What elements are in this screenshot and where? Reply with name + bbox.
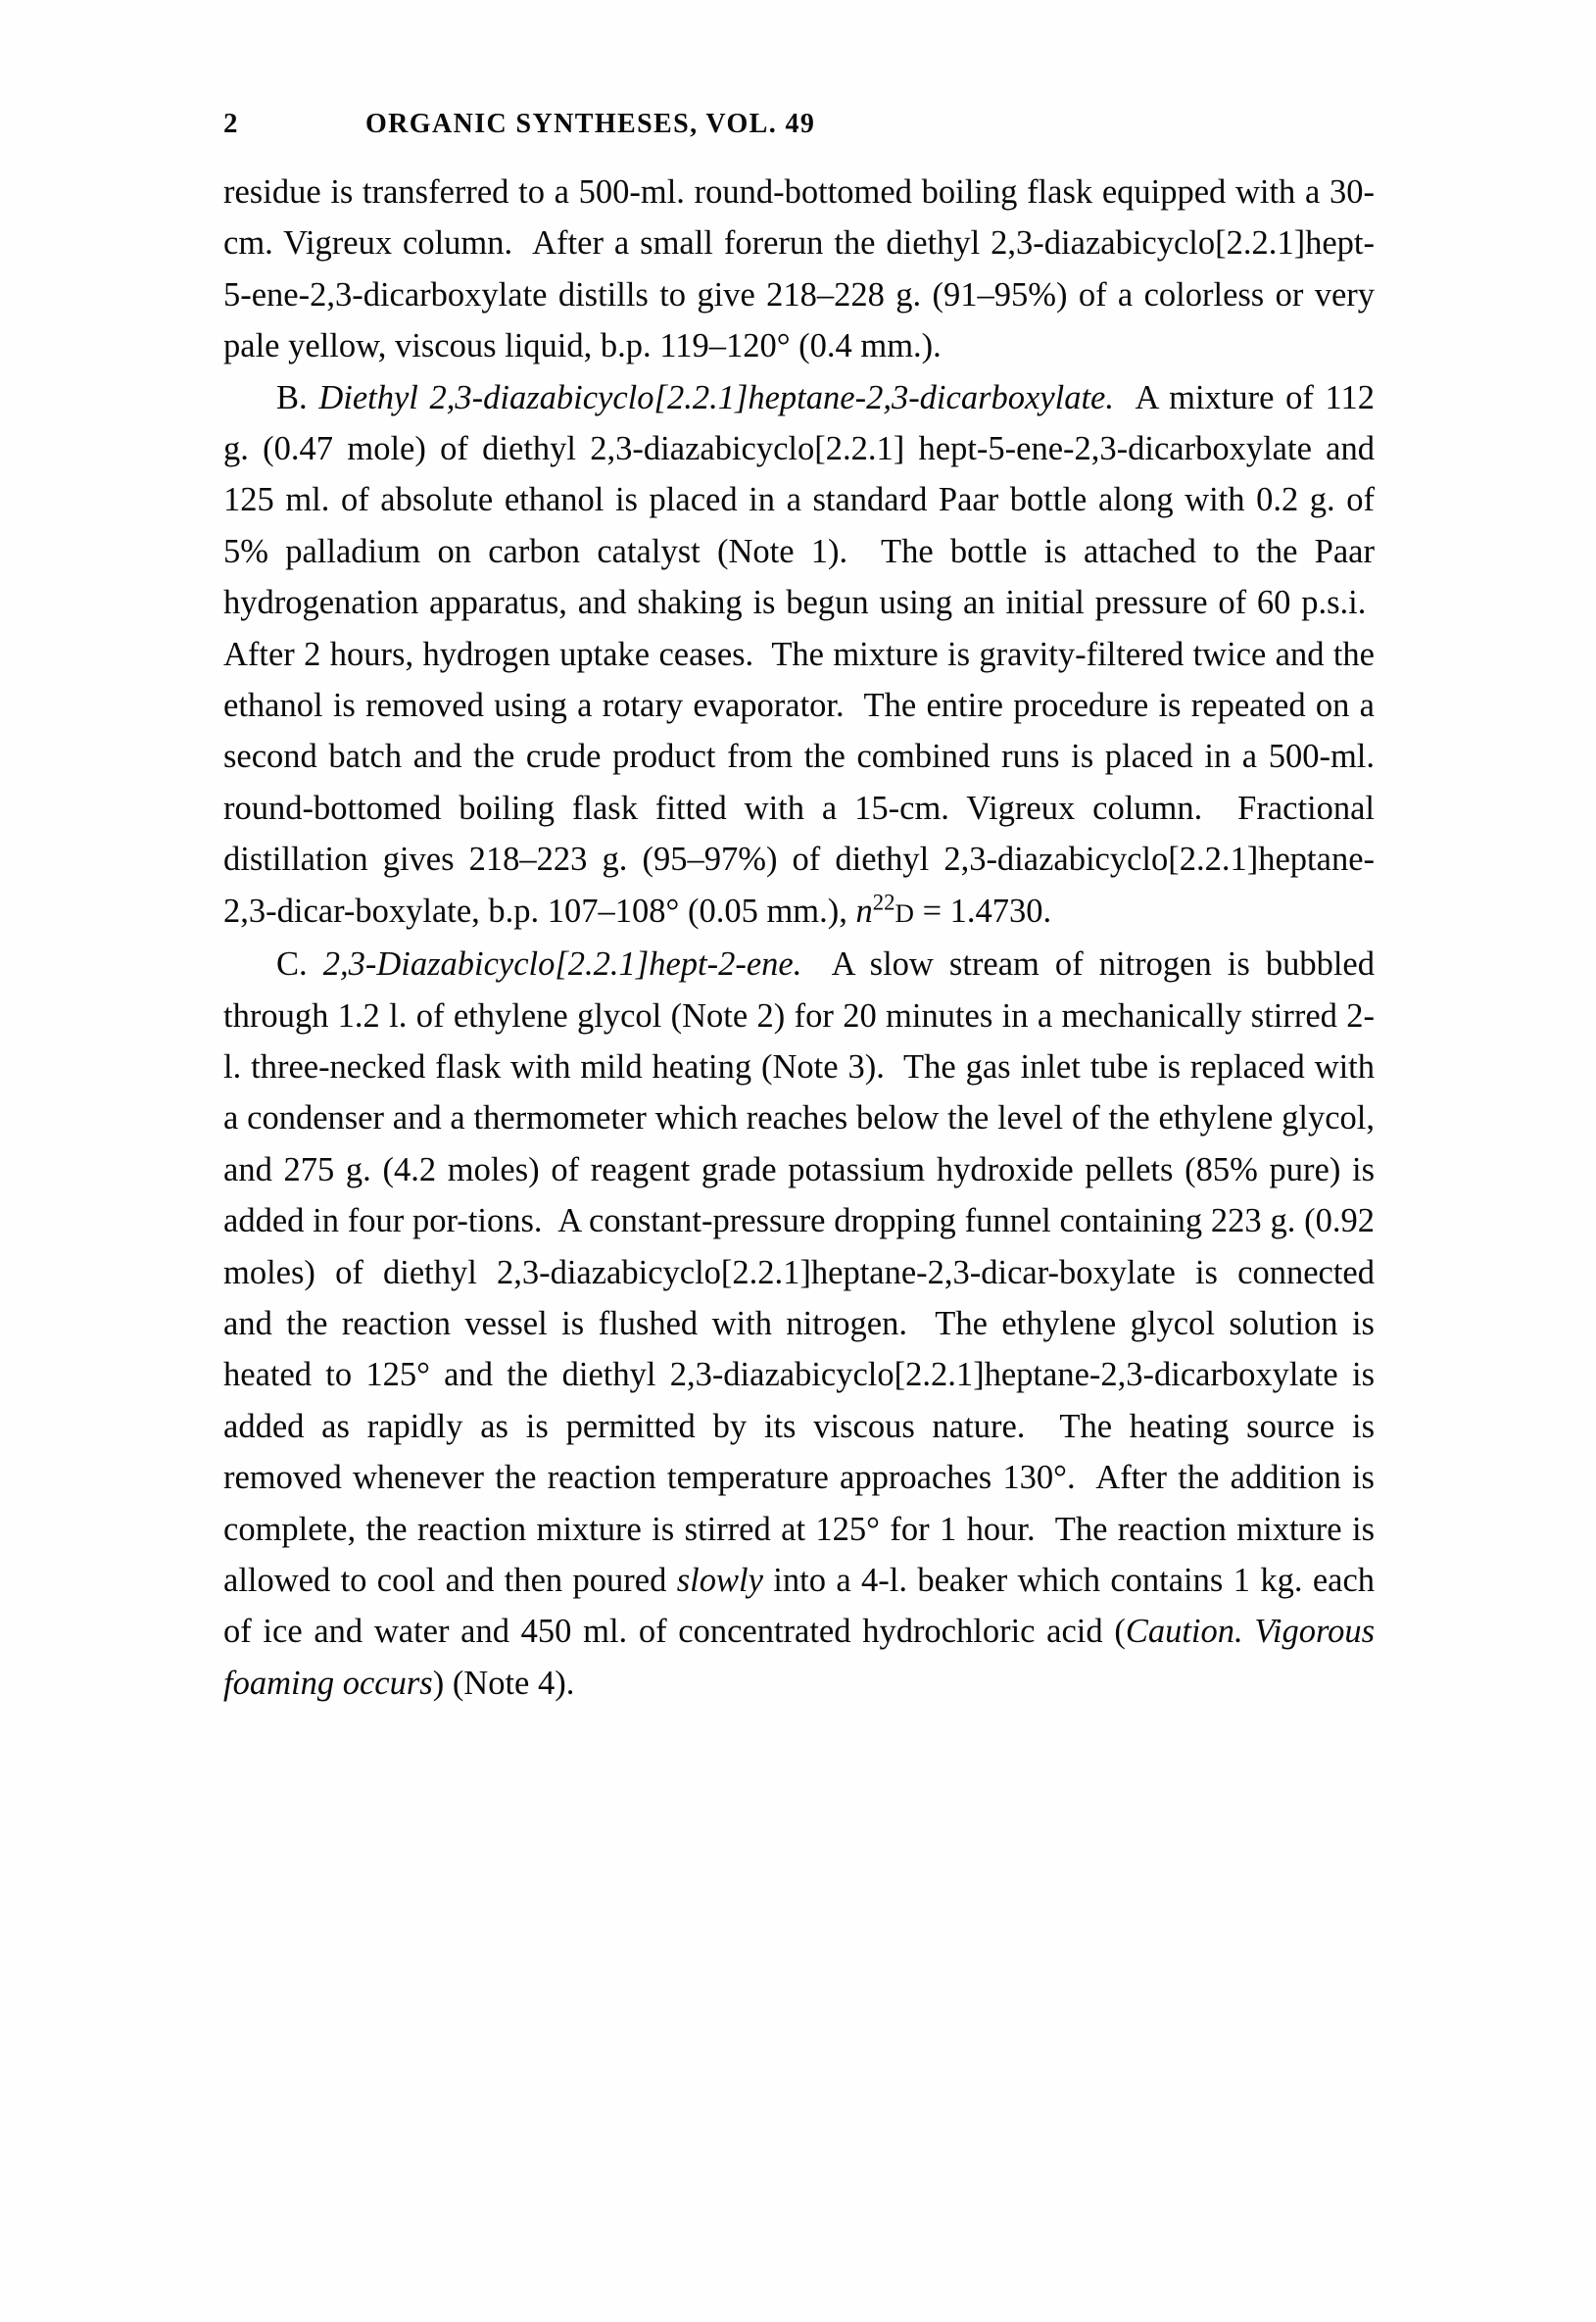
- page-header: [223, 108, 1379, 140]
- paragraph-continuation: [223, 167, 1375, 372]
- paragraph-section-b: [223, 372, 1375, 939]
- text-run: Fractional distillation gives 218–223 g. (95–97%) of diethyl 2,3-diazabicyclo[2.2.1]heptane-2,3-dicar-boxylate, b.p. 107–108° (0.05 mm.),: [223, 789, 1376, 930]
- text-run: The heating source is removed whenever the reaction temperature approaches 130°.: [223, 1407, 1375, 1497]
- text-run: into a 4-l. beaker which contains 1 kg. each of ice and water and 450 ml. of concentrated hydrochloric acid: [223, 1561, 1376, 1651]
- text-run: After 2 hours, hydrogen uptake ceases.: [223, 635, 754, 673]
- text-run: A slow stream of nitrogen is bubbled through 1.2 l. of ethylene glycol (Note 2) for 20 minutes in a mechanically stirred 2-l. three-necked flask with mild heating (Note 3).: [223, 945, 1375, 1086]
- refractive-value: = 1.4730.: [922, 892, 1052, 930]
- section-letter-c: C.: [276, 945, 308, 984]
- refractive-index: [855, 890, 1052, 930]
- d-subscript: D: [895, 897, 914, 928]
- note-reference: ) (Note 4).: [432, 1664, 575, 1702]
- text-run: A constant-pressure dropping funnel containing 223 g. (0.92 moles) of diethyl 2,3-diazabicyclo[2.2.1]heptane-2,3-dicar-boxylate is connected and the reaction vessel is flushed with nitrogen.: [223, 1202, 1375, 1342]
- temperature-superscript: 22: [872, 890, 895, 915]
- n-symbol: n: [855, 892, 873, 930]
- text-run: After a small forerun the diethyl 2,3-diazabicyclo[2.2.1]hept-5-ene-2,3-dicarboxylate distills to give 218–228 g. (91–95%) of a colorless or very pale yellow, viscous liquid, b.p. 119–120° (0.4 mm.).: [223, 224, 1375, 365]
- body-text: [223, 167, 1375, 1709]
- paren-open: (: [1114, 1613, 1126, 1651]
- caution-label: Caution.: [1125, 1613, 1243, 1651]
- caution-text: Vigorous foaming occurs: [223, 1613, 1376, 1702]
- paragraph-section-c: [223, 939, 1375, 1709]
- section-title-b: Diethyl 2,3-diazabicyclo[2.2.1]heptane-2,3-dicarboxylate.: [318, 378, 1114, 416]
- text-run: The mixture is gravity-filtered twice and the ethanol is removed using a rotary evaporator.: [223, 635, 1375, 725]
- text-run: The bottle is attached to the Paar hydrogenation apparatus, and shaking is begun using an initial pressure of 60 p.s.i.: [223, 532, 1375, 622]
- text-run: The ethylene glycol solution is heated to 125° and the diethyl 2,3-diazabicyclo[2.2.1]heptane-2,3-dicarboxylate is added as rapidly as is permitted by its viscous nature.: [223, 1304, 1375, 1445]
- emphasis-slowly: slowly: [676, 1561, 763, 1599]
- page-number: 2: [223, 108, 238, 139]
- running-title: ORGANIC SYNTHESES, VOL. 49: [365, 109, 816, 139]
- text-run: After the addition is complete, the reaction mixture is stirred at 125° for 1 hour.: [223, 1459, 1375, 1548]
- text-run: A mixture of 112 g. (0.47 mole) of diethyl 2,3-diazabicyclo[2.2.1] hept-5-ene-2,3-dicarboxylate and 125 ml. of absolute ethanol is placed in a standard Paar bottle along with 0.2 g. of 5% palladium on carbon catalyst (Note 1).: [223, 378, 1375, 570]
- section-letter-b: B.: [276, 378, 308, 416]
- section-title-c: 2,3-Diazabicyclo[2.2.1]hept-2-ene.: [322, 945, 802, 984]
- text-run: The reaction mixture is allowed to cool and then poured: [223, 1510, 1375, 1599]
- text-run: The gas inlet tube is replaced with a condenser and a thermometer which reaches below the level of the ethylene glycol, and 275 g. (4.2 moles) of reagent grade potassium hydroxide pellets (85% pure) is added in four por-tions.: [223, 1047, 1376, 1240]
- text-run: residue is transferred to a 500-ml. round-bottomed boiling flask equipped with a 30-cm. Vigreux column.: [223, 173, 1375, 263]
- text-run: The entire procedure is repeated on a second batch and the crude product from the combined runs is placed in a 500-ml. round-bottomed boiling flask fitted with a 15-cm. Vigreux column.: [223, 687, 1375, 827]
